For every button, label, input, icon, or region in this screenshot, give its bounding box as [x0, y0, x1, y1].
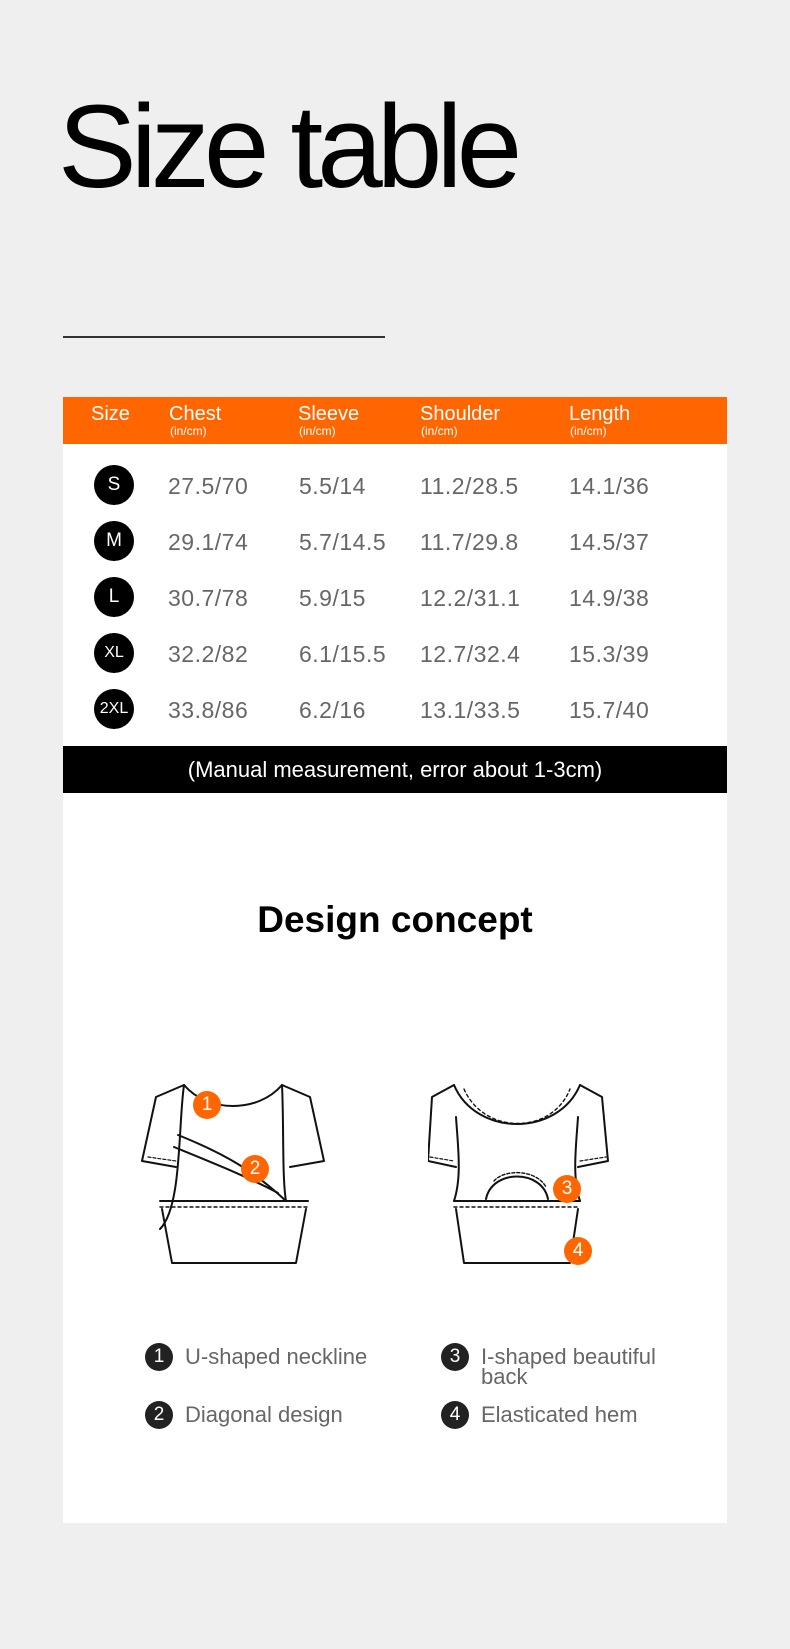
length-value: 15.3/39 — [569, 641, 650, 667]
legend-label: Diagonal design — [185, 1402, 343, 1427]
chest-value: 33.8/86 — [168, 697, 249, 723]
legend-number-3: 3 — [441, 1343, 469, 1371]
marker-3: 3 — [553, 1175, 581, 1203]
shoulder-value: 11.7/29.8 — [420, 529, 519, 555]
back-garment-illustration — [428, 1077, 648, 1277]
header-shoulder: Shoulder (in/cm) — [420, 403, 501, 438]
size-badge: S — [94, 465, 134, 505]
legend-number-4: 4 — [441, 1401, 469, 1429]
length-value: 15.7/40 — [569, 697, 650, 723]
sleeve-value: 5.9/15 — [299, 585, 366, 611]
marker-4: 4 — [564, 1237, 592, 1265]
length-value: 14.1/36 — [569, 473, 650, 499]
header-sleeve: Sleeve (in/cm) — [298, 403, 360, 438]
header-size: Size — [91, 403, 130, 425]
sleeve-value: 5.7/14.5 — [299, 529, 387, 555]
length-value: 14.9/38 — [569, 585, 650, 611]
table-row — [63, 683, 727, 739]
size-card — [63, 397, 727, 1523]
chest-value: 32.2/82 — [168, 641, 249, 667]
measurement-note: (Manual measurement, error about 1-3cm) — [63, 746, 727, 793]
table-row — [63, 571, 727, 627]
length-value: 14.5/37 — [569, 529, 650, 555]
legend-label: I-shaped beautiful back — [481, 1344, 656, 1389]
legend-label: Elasticated hem — [481, 1402, 638, 1427]
table-row — [63, 627, 727, 683]
legend-item-neckline — [145, 1343, 405, 1371]
size-badge: M — [94, 521, 134, 561]
size-badge: L — [94, 577, 134, 617]
front-garment-illustration — [138, 1077, 358, 1277]
size-table-header — [63, 397, 727, 444]
chest-value: 29.1/74 — [168, 529, 249, 555]
design-concept-title: Design concept — [257, 899, 533, 940]
legend-label: U-shaped neckline — [185, 1344, 368, 1369]
shoulder-value: 12.7/32.4 — [420, 641, 521, 667]
shoulder-value: 11.2/28.5 — [420, 473, 519, 499]
legend-item-hem — [441, 1401, 681, 1429]
size-badge: 2XL — [94, 689, 134, 729]
shoulder-value: 13.1/33.5 — [420, 697, 521, 723]
shoulder-value: 12.2/31.1 — [420, 585, 521, 611]
legend-item-back — [441, 1343, 681, 1387]
chest-value: 30.7/78 — [168, 585, 249, 611]
size-badge: XL — [94, 633, 134, 673]
header-length: Length (in/cm) — [569, 403, 631, 438]
page-title: Size table — [58, 81, 517, 213]
chest-value: 27.5/70 — [168, 473, 249, 499]
header-chest: Chest (in/cm) — [169, 403, 222, 438]
back-shirt-icon — [428, 1077, 648, 1277]
marker-1: 1 — [193, 1091, 221, 1119]
legend-number-2: 2 — [145, 1401, 173, 1429]
title-divider — [63, 336, 385, 338]
table-row — [63, 515, 727, 571]
legend-number-1: 1 — [145, 1343, 173, 1371]
sleeve-value: 6.1/15.5 — [299, 641, 387, 667]
marker-2: 2 — [241, 1155, 269, 1183]
legend-item-diagonal — [145, 1401, 405, 1429]
sleeve-value: 5.5/14 — [299, 473, 366, 499]
table-row — [63, 459, 727, 515]
sleeve-value: 6.2/16 — [299, 697, 366, 723]
